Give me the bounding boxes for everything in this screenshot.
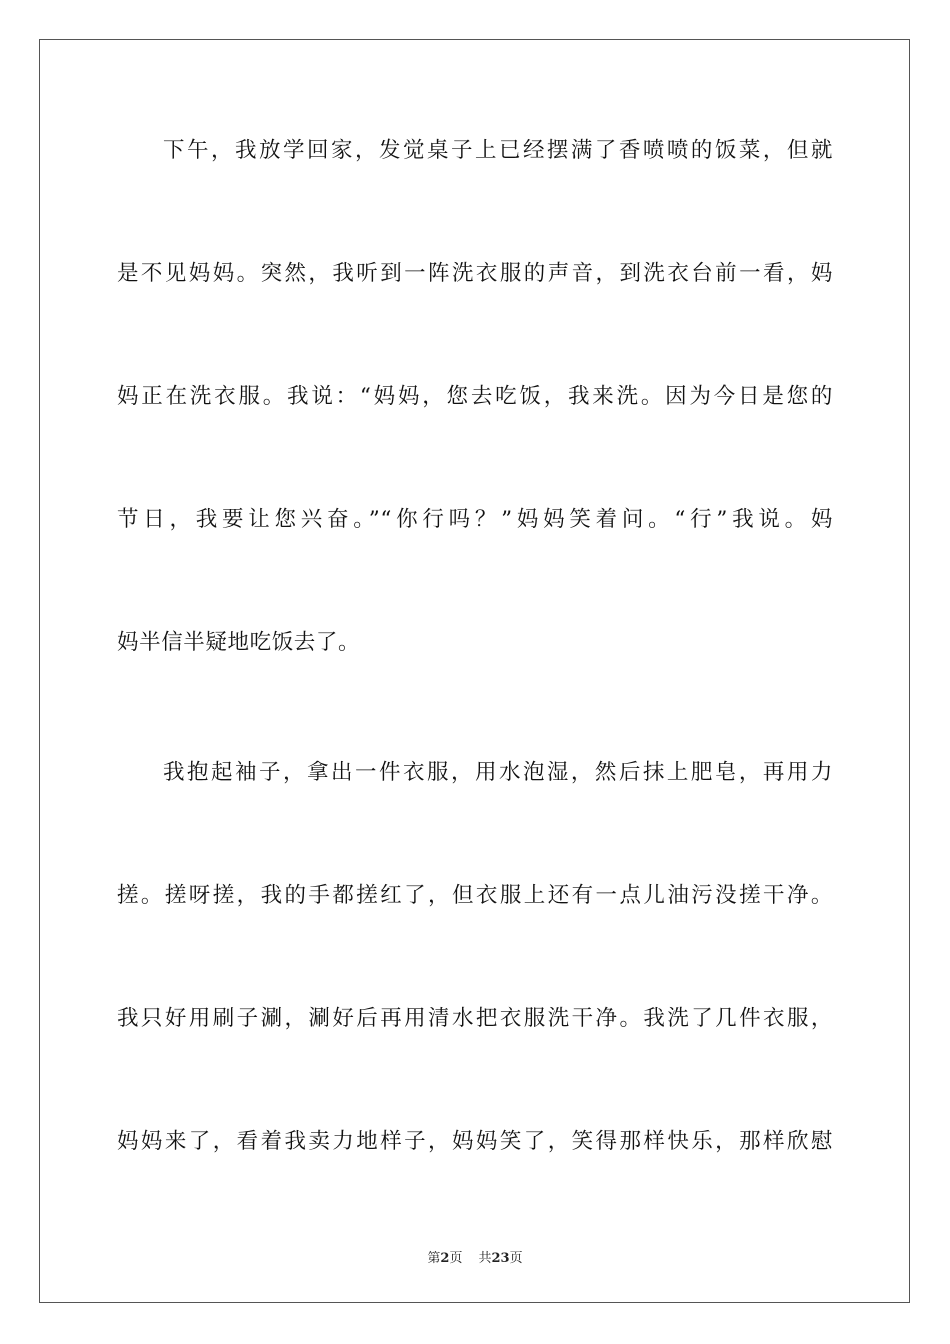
total-pages: 23	[491, 1251, 510, 1266]
paragraph-2-line-3: 我只好用刷子涮，涮好后再用清水把衣服洗干净。我洗了几件衣服，	[117, 1006, 833, 1031]
page-suffix: 页	[449, 1251, 463, 1266]
paragraph-2-line-2: 搓。搓呀搓，我的手都搓红了，但衣服上还有一点儿油污没搓干净。	[117, 883, 833, 908]
paragraph-2-line-1: 我抱起袖子，拿出一件衣服，用水泡湿，然后抹上肥皂，再用力	[163, 760, 833, 785]
total-suffix: 页	[509, 1251, 523, 1266]
page-number: 2	[440, 1251, 450, 1266]
total-prefix: 共	[478, 1251, 492, 1266]
paragraph-1-line-4: 节日，我要让您兴奋。”“你行吗？”妈妈笑着问。“行”我说。妈	[117, 507, 833, 532]
paragraph-2-line-4: 妈妈来了，看着我卖力地样子，妈妈笑了，笑得那样快乐，那样欣慰	[117, 1129, 833, 1154]
page-prefix: 第	[427, 1251, 441, 1266]
paragraph-1-line-3: 妈正在洗衣服。我说：“妈妈，您去吃饭，我来洗。因为今日是您的	[117, 384, 833, 409]
paragraph-1-line-2: 是不见妈妈。突然，我听到一阵洗衣服的声音，到洗衣台前一看，妈	[117, 261, 833, 286]
paragraph-1-line-5: 妈半信半疑地吃饭去了。	[117, 630, 361, 655]
paragraph-1-line-1: 下午，我放学回家，发觉桌子上已经摆满了香喷喷的饭菜，但就	[163, 138, 833, 163]
page-border	[39, 39, 910, 1303]
page-footer	[0, 1247, 950, 1266]
